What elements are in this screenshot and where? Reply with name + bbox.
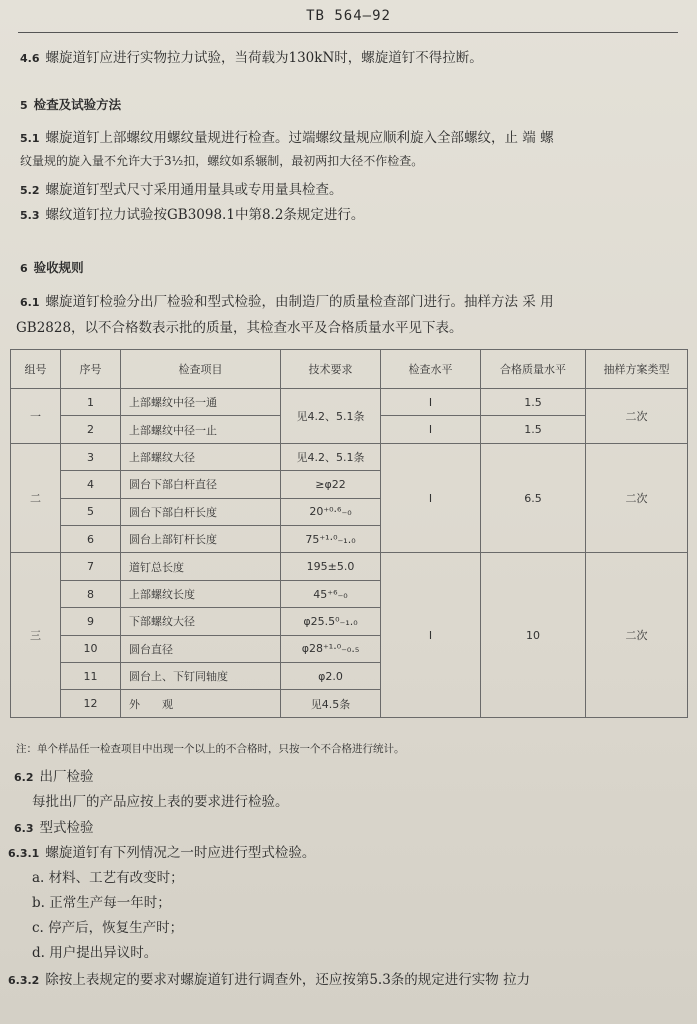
seq-cell: 1 [61,389,121,416]
item-cell: 下部螺纹大径 [121,608,281,635]
level-cell: I [381,389,481,416]
clause-number: 4.6 [20,52,40,65]
clause-5-1 [20,126,554,146]
seq-cell: 10 [61,635,121,662]
seq-cell: 6 [61,526,121,553]
table-header-row [11,350,688,389]
section-6-heading [20,258,84,276]
plan-cell: 二次 [586,553,688,718]
group-cell: 三 [11,553,61,718]
aql-cell: 1.5 [481,416,586,443]
header-cell: 检查项目 [121,350,281,389]
group-cell: 一 [11,389,61,444]
table-note: 注：单个样品任一检查项目中出现一个以上的不合格时，只按一个不合格进行统计。 [16,743,405,755]
requirement-cell: φ28⁺¹·⁰₋₀.₅ [281,635,381,662]
group-cell: 二 [11,443,61,553]
requirement-cell: φ25.5⁰₋₁.₀ [281,608,381,635]
plan-cell: 二次 [586,389,688,444]
requirement-cell: 见4.5条 [281,690,381,718]
requirement-cell: 195±5.0 [281,553,381,580]
requirement-cell: 75⁺¹·⁰₋₁.₀ [281,526,381,553]
clause-number: 6.1 [20,296,40,309]
seq-cell: 4 [61,471,121,498]
standard-header: TB 564—92 [306,8,391,24]
header-rule [18,32,678,33]
clause-6-1-cont: GB2828，以不合格数表示批的质量，其检查水平及合格质量水平见下表。 [16,320,463,336]
item-cell: 圆台下部白杆直径 [121,471,281,498]
table-row [11,443,688,470]
item-cell: 道钉总长度 [121,553,281,580]
clause-6-3-2 [8,968,530,988]
header-cell: 技术要求 [281,350,381,389]
aql-cell: 1.5 [481,389,586,416]
requirement-cell: 45⁺⁶₋₀ [281,580,381,607]
seq-cell: 3 [61,443,121,470]
item-cell: 上部螺纹中径一通 [121,389,281,416]
list-item: b. 正常生产每一年时； [32,895,171,911]
clause-5-1-cont: 纹量规的旋入量不允许大于3½扣，螺纹如系辗制，最初两扣大径不作检查。 [20,154,424,168]
level-cell: I [381,553,481,718]
seq-cell: 7 [61,553,121,580]
table-row [11,389,688,416]
clause-number: 6.3.1 [8,847,40,860]
header-cell: 序号 [61,350,121,389]
requirement-cell: 20⁺⁰·⁶₋₀ [281,498,381,525]
requirement-cell: 见4.2、5.1条 [281,389,381,444]
item-cell: 圆台上部钉杆长度 [121,526,281,553]
seq-cell: 9 [61,608,121,635]
plan-cell: 二次 [586,443,688,553]
clause-number: 6.2 [14,771,34,784]
requirement-cell: φ2.0 [281,663,381,690]
list-item: c. 停产后，恢复生产时； [32,920,184,936]
clause-number: 5.1 [20,132,40,145]
item-cell: 圆台上、下钉同轴度 [121,663,281,690]
section-5-heading [20,95,121,113]
clause-6-2 [14,765,94,785]
inspection-table [10,349,688,718]
clause-number: 6.3 [14,822,34,835]
aql-cell: 6.5 [481,443,586,553]
clause-text-line1: 螺旋道钉检验分出厂检验和型式检验，由制造厂的质量检查部门进行。抽样方法 采 用 [45,294,554,310]
clause-text: 除按上表规定的要求对螺旋道钉进行调查外，还应按第5.3条的规定进行实物 拉力 [45,972,531,988]
header-cell: 合格质量水平 [481,350,586,389]
header-cell: 组号 [11,350,61,389]
requirement-cell: 见4.2、5.1条 [281,443,381,470]
seq-cell: 12 [61,690,121,718]
list-item: a. 材料、工艺有改变时； [32,870,184,886]
requirement-cell: ≥φ22 [281,471,381,498]
clause-6-3-1 [8,841,315,861]
section-title: 验收规则 [33,260,84,275]
clause-text-line1: 螺旋道钉上部螺纹用螺纹量规进行检查。过端螺纹量规应顺利旋入全部螺纹，止 端 螺 [45,130,554,146]
level-cell: I [381,443,481,553]
clause-6-1 [20,290,554,310]
item-cell: 上部螺纹长度 [121,580,281,607]
header-cell: 检查水平 [381,350,481,389]
aql-cell: 10 [481,553,586,718]
clause-text: 螺旋道钉应进行实物拉力试验，当荷载为130kN时，螺旋道钉不得拉断。 [45,50,483,66]
header-cell: 抽样方案类型 [586,350,688,389]
section-number: 5 [20,99,28,112]
clause-6-3 [14,816,94,836]
clause-text: 螺纹道钉拉力试验按GB3098.1中第8.2条规定进行。 [45,207,365,223]
item-cell: 外 观 [121,690,281,718]
seq-cell: 2 [61,416,121,443]
section-title: 检查及试验方法 [33,97,122,112]
seq-cell: 5 [61,498,121,525]
list-item: d. 用户提出异议时。 [32,945,158,961]
clause-text: 螺旋道钉型式尺寸采用通用量具或专用量具检查。 [45,182,343,198]
item-cell: 圆台下部白杆长度 [121,498,281,525]
clause-4-6 [20,46,483,66]
level-cell: I [381,416,481,443]
clause-title: 型式检验 [39,820,94,836]
item-cell: 圆台直径 [121,635,281,662]
clause-6-2-text: 每批出厂的产品应按上表的要求进行检验。 [32,794,289,810]
seq-cell: 11 [61,663,121,690]
seq-cell: 8 [61,580,121,607]
clause-text: 螺旋道钉有下列情况之一时应进行型式检验。 [45,845,316,861]
table-row [11,553,688,580]
clause-title: 出厂检验 [39,769,94,785]
clause-number: 6.3.2 [8,974,40,987]
clause-number: 5.3 [20,209,40,222]
item-cell: 上部螺纹中径一止 [121,416,281,443]
item-cell: 上部螺纹大径 [121,443,281,470]
clause-5-3 [20,203,364,223]
clause-5-2 [20,178,343,198]
clause-number: 5.2 [20,184,40,197]
section-number: 6 [20,262,28,275]
